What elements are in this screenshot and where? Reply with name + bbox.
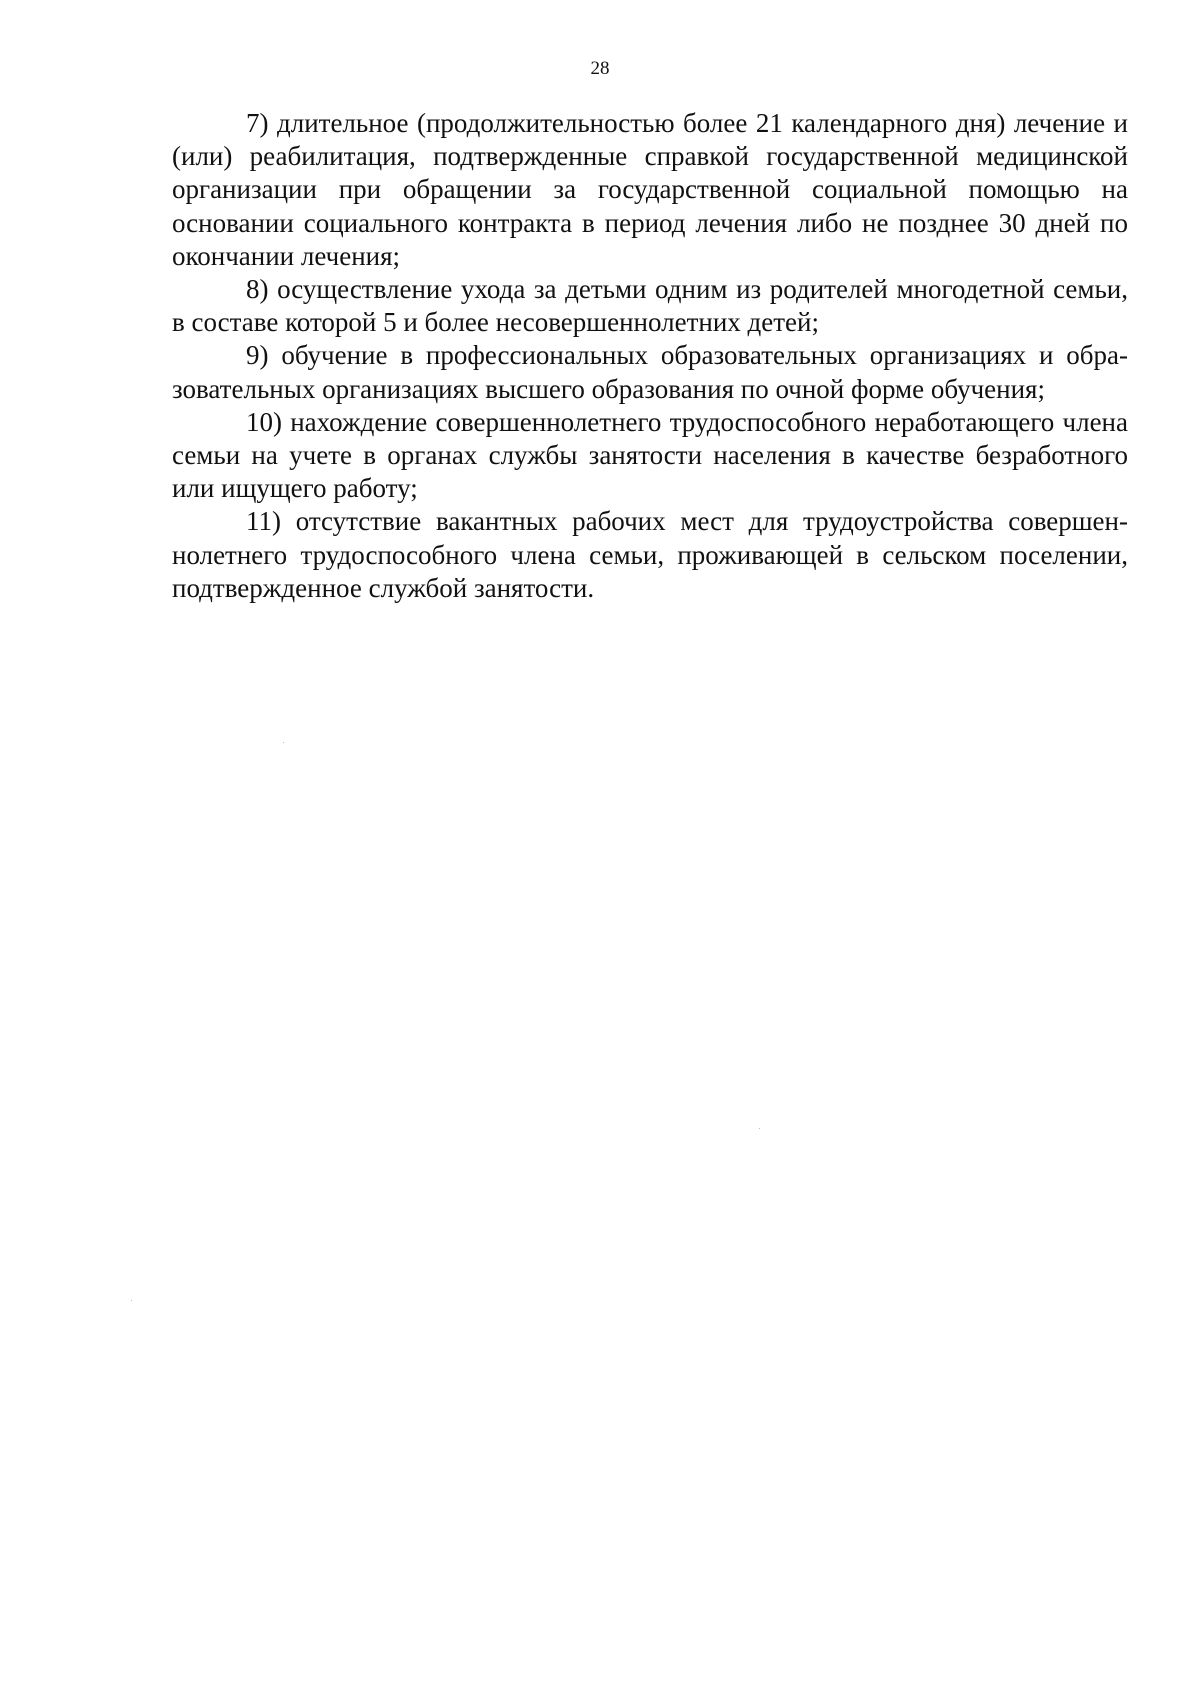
paragraph-item-9: 9) обучение в профессиональных образовательных организациях и образовательных организациях высшего образования по очной форме обучения; bbox=[172, 340, 1128, 404]
scan-speck bbox=[759, 1128, 760, 1129]
paragraph-item-11: 11) отсутствие вакантных рабочих мест для трудоустройства совершеннолетнего трудоспособного члена семьи, проживающей в сельском поселении, подтвержденное службой занятости. bbox=[172, 506, 1128, 603]
paragraph-item-10: 10) нахождение совершеннолетнего трудоспособного неработающего члена семьи на учете в органах службы занятости населения в качестве безработного или ищущего работу; bbox=[172, 406, 1128, 504]
document-body bbox=[172, 107, 1128, 605]
scan-speck bbox=[283, 742, 284, 743]
paragraph-item-8: 8) осуществление ухода за детьми одним из родителей многодетной семьи, в составе которой 5 и более несовершеннолетних детей; bbox=[172, 274, 1128, 338]
page-number: 28 bbox=[590, 58, 610, 79]
scan-speck bbox=[131, 1300, 132, 1301]
paragraph-item-7: 7) длительное (продолжительностью более 21 календарного дня) лечение и (или) реабилитация, подтвержденные справкой государственной медицинской организации при обращении за государственной социальной помощью на основании социального контракта в период лечения либо не позднее 30 дней по окончании лечения; bbox=[172, 108, 1128, 271]
